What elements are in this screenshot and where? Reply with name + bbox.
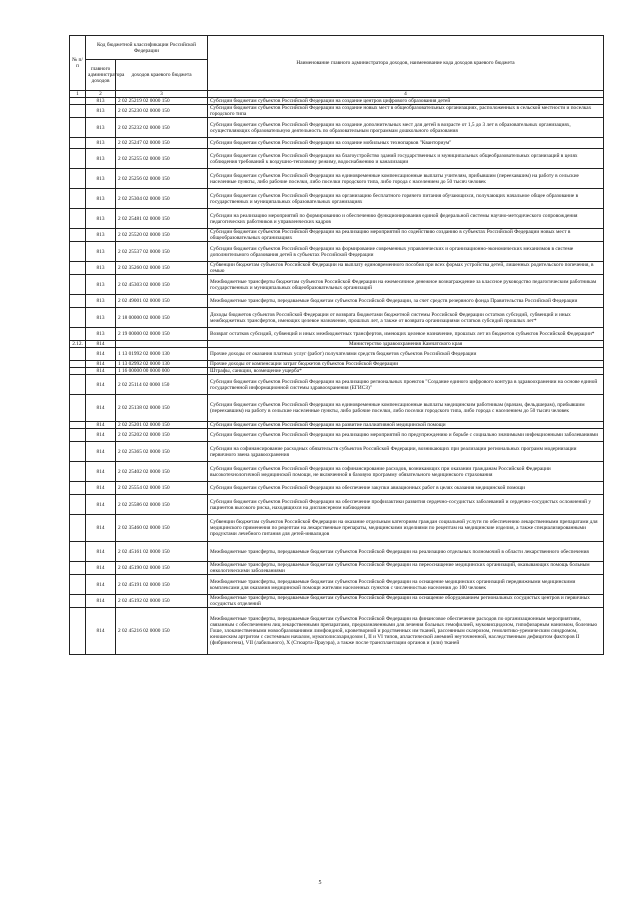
section-row xyxy=(70,341,604,348)
income-code-cell: 1 16 00000 00 0000 000 xyxy=(116,368,208,375)
income-code-cell: 2 02 25256 02 0000 150 xyxy=(116,169,208,189)
admin-code-cell: 814 xyxy=(86,429,116,442)
row-number-cell xyxy=(70,395,86,422)
name-cell: Субвенции бюджетам субъектов Российской Федерации на оказание отдельным категориям граждан социальной услуги по обеспечению лекарственными препаратами для медицинского применения по рецептам на лекарственные препараты, медицинскими изделиями по рецептам на медицинские изделия, а также специализированными продуктами лечебного питания для детей-инвалидов xyxy=(208,515,604,542)
income-code-cell: 2 02 25138 02 0000 150 xyxy=(116,395,208,422)
column-number: 3 xyxy=(116,91,208,98)
header-admin-code: главного администратора доходов xyxy=(86,60,116,91)
table-row xyxy=(70,348,604,361)
row-number-cell xyxy=(70,562,86,575)
admin-code-cell: 814 xyxy=(86,562,116,575)
admin-code-cell: 814 xyxy=(86,422,116,429)
name-cell: Субсидии бюджетам субъектов Российской Федерации на создание новых мест в общеобразовательных организациях, расположенных в сельской местности и поселках городского типа xyxy=(208,105,604,118)
admin-code-cell: 813 xyxy=(86,118,116,138)
admin-code-cell: 813 xyxy=(86,262,116,275)
table-row xyxy=(70,149,604,169)
row-number-cell xyxy=(70,422,86,429)
income-code-cell: 2 02 45216 02 0000 150 xyxy=(116,608,208,655)
name-cell: Субсидии бюджетам субъектов Российской Федерации на единовременные компенсационные выплаты медицинским работникам (врачам, фельдшерам), прибывшим (переехавшим) на работу в сельские населенные пункты, либо рабочие поселки, либо поселки городского типа, либо города с населением до 50 тысяч человек xyxy=(208,395,604,422)
income-code-cell: 2 02 25481 02 0000 150 xyxy=(116,209,208,229)
admin-code-cell: 813 xyxy=(86,169,116,189)
row-number-cell xyxy=(70,482,86,495)
income-code-cell: 2 02 25520 02 0000 150 xyxy=(116,229,208,242)
admin-code-cell: 813 xyxy=(86,209,116,229)
row-number-cell xyxy=(70,98,86,105)
row-number-cell xyxy=(70,361,86,368)
row-number-cell xyxy=(70,229,86,242)
name-cell: Субсидии бюджетам субъектов Российской Федерации на создание мобильных технопарков "Кванториум" xyxy=(208,138,604,149)
name-cell: Субсидии бюджетам субъектов Российской Федерации на обеспечение профилактики развития сердечно-сосудистых заболеваний и сердечно-сосудистых осложнений у пациентов высокого риска, находящихся на диспансерном наблюдении xyxy=(208,495,604,515)
table-row xyxy=(70,542,604,562)
income-code-cell xyxy=(116,341,208,348)
table-row xyxy=(70,368,604,375)
name-cell: Штрафы, санкции, возмещение ущерба* xyxy=(208,368,604,375)
table-row xyxy=(70,138,604,149)
table-row xyxy=(70,429,604,442)
admin-code-cell: 814 xyxy=(86,375,116,395)
income-code-cell: 2 02 25537 02 0000 150 xyxy=(116,242,208,262)
row-number-cell: 2.12. xyxy=(70,341,86,348)
table-header xyxy=(70,36,604,98)
table-row xyxy=(70,295,604,308)
admin-code-cell: 814 xyxy=(86,442,116,462)
admin-code-cell: 813 xyxy=(86,328,116,341)
table-row xyxy=(70,608,604,655)
header-row-number: № п/п xyxy=(70,36,86,91)
header-name: Наименование главного администратора доходов, наименование кода доходов краевого бюджета xyxy=(208,36,604,91)
name-cell: Субсидии бюджетам субъектов Российской Федерации на развитие паллиативной медицинской помощи xyxy=(208,422,604,429)
admin-code-cell: 813 xyxy=(86,105,116,118)
income-code-cell: 2 02 25365 02 0000 150 xyxy=(116,442,208,462)
income-code-cell: 2 02 45303 02 0000 150 xyxy=(116,275,208,295)
admin-code-cell: 814 xyxy=(86,542,116,562)
admin-code-cell: 814 xyxy=(86,361,116,368)
column-number: 2 xyxy=(86,91,116,98)
income-code-cell: 2 02 25554 02 0000 150 xyxy=(116,482,208,495)
income-code-cell: 2 02 25586 02 0000 150 xyxy=(116,495,208,515)
admin-code-cell: 813 xyxy=(86,295,116,308)
table-row xyxy=(70,495,604,515)
income-code-cell: 2 02 25230 02 0000 150 xyxy=(116,105,208,118)
income-code-cell: 2 02 45191 02 0000 150 xyxy=(116,575,208,595)
row-number-cell xyxy=(70,595,86,608)
row-number-cell xyxy=(70,375,86,395)
table-row xyxy=(70,361,604,368)
admin-code-cell: 813 xyxy=(86,149,116,169)
table-row xyxy=(70,308,604,328)
name-cell: Межбюджетные трансферты, передаваемые бюджетам субъектов Российской Федерации на оснащение оборудованием региональных сосудистых центров и первичных сосудистых отделений xyxy=(208,595,604,608)
admin-code-cell: 814 xyxy=(86,482,116,495)
row-number-cell xyxy=(70,105,86,118)
table-row xyxy=(70,98,604,105)
table-row xyxy=(70,242,604,262)
income-code-cell: 2 02 25247 02 0000 150 xyxy=(116,138,208,149)
income-code-cell: 2 02 25219 02 0000 150 xyxy=(116,98,208,105)
admin-code-cell: 814 xyxy=(86,348,116,361)
name-cell: Межбюджетные трансферты, передаваемые бюджетам субъектов Российской Федерации, за счет средств резервного фонда Правительства Российской Федерации xyxy=(208,295,604,308)
name-cell: Межбюджетные трансферты, передаваемые бюджетам субъектов Российской Федерации на переоснащение медицинских организаций, оказывающих помощь больным онкологическими заболеваниями xyxy=(208,562,604,575)
row-number-cell xyxy=(70,308,86,328)
income-code-cell: 2 02 25232 02 0000 150 xyxy=(116,118,208,138)
table-row xyxy=(70,462,604,482)
income-code-cell: 2 02 45192 02 0000 150 xyxy=(116,595,208,608)
name-cell: Возврат остатков субсидий, субвенций и иных межбюджетных трансфертов, имеющих целевое назначение, прошлых лет из бюджетов субъектов Российской Федерации* xyxy=(208,328,604,341)
admin-code-cell: 814 xyxy=(86,395,116,422)
name-cell: Субсидии бюджетам субъектов Российской Федерации на единовременные компенсационные выплаты учителям, прибывшим (переехавшим) на работу в сельские населенные пункты, либо рабочие поселки, либо поселки городского типа, либо города с населением до 50 тысяч человек xyxy=(208,169,604,189)
name-cell: Субсидии бюджетам субъектов Российской Федерации на организацию бесплатного горячего питания обучающихся, получающих начальное общее образование в государственных и муниципальных образовательных организациях xyxy=(208,189,604,209)
table-row xyxy=(70,275,604,295)
income-codes-table xyxy=(69,35,604,655)
admin-code-cell: 813 xyxy=(86,189,116,209)
table-row xyxy=(70,262,604,275)
row-number-cell xyxy=(70,295,86,308)
income-code-cell: 1 13 02992 02 0000 130 xyxy=(116,361,208,368)
table-row xyxy=(70,575,604,595)
table-row xyxy=(70,482,604,495)
income-code-cell: 2 02 35260 02 0000 150 xyxy=(116,262,208,275)
table-row xyxy=(70,189,604,209)
admin-code-cell: 814 xyxy=(86,515,116,542)
admin-code-cell: 813 xyxy=(86,98,116,105)
admin-code-cell: 813 xyxy=(86,242,116,262)
name-cell: Межбюджетные трансферты, передаваемые бюджетам субъектов Российской Федерации на оснащение медицинских организаций передвижными медицинскими комплексами для оказания медицинской помощи жителям населенных пунктов с численностью населения до 100 человек xyxy=(208,575,604,595)
income-code-cell: 1 13 01992 02 0000 130 xyxy=(116,348,208,361)
income-code-cell: 2 18 00000 02 0000 150 xyxy=(116,308,208,328)
name-cell: Субсидии бюджетам субъектов Российской Федерации на благоустройство зданий государственных и муниципальных общеобразовательных организаций в целях соблюдения требований к воздушно-тепловому режиму, водоснабжению и канализации xyxy=(208,149,604,169)
table-row xyxy=(70,169,604,189)
table-row xyxy=(70,118,604,138)
admin-code-cell: 813 xyxy=(86,229,116,242)
admin-code-cell: 814 xyxy=(86,462,116,482)
table-row xyxy=(70,422,604,429)
row-number-cell xyxy=(70,262,86,275)
income-code-cell: 2 02 25402 02 0000 150 xyxy=(116,462,208,482)
row-number-cell xyxy=(70,608,86,655)
table-row xyxy=(70,229,604,242)
row-number-cell xyxy=(70,138,86,149)
row-number-cell xyxy=(70,442,86,462)
income-code-cell: 2 02 25304 02 0000 150 xyxy=(116,189,208,209)
income-code-cell: 2 02 25255 02 0000 150 xyxy=(116,149,208,169)
row-number-cell xyxy=(70,348,86,361)
name-cell: Субсидии бюджетам субъектов Российской Федерации на реализацию мероприятий по предупреждению и борьбе с социально значимыми инфекционными заболеваниями xyxy=(208,429,604,442)
column-number: 1 xyxy=(70,91,86,98)
income-code-cell: 2 02 49001 02 0000 150 xyxy=(116,295,208,308)
header-budget-classification: Код бюджетной классификации Российской Федерации xyxy=(86,36,208,60)
table-body xyxy=(70,98,604,655)
row-number-cell xyxy=(70,118,86,138)
name-cell: Прочие доходы от оказания платных услуг (работ) получателями средств бюджетов субъектов Российской Федерации xyxy=(208,348,604,361)
name-cell: Межбюджетные трансферты, передаваемые бюджетам субъектов Российской Федерации на финансовое обеспечение расходов по организационным мероприятиям, связанным с обеспечением лиц лекарственными препаратами, предназначенными для лечения больных гемофилией, муковисцидозом, гипофизарным нанизмом, болезнью Гоше, злокачественными новообразованиями лимфоидной, кроветворной и родственных им тканей, рассеянным склерозом, гемолитико-уремическим синдромом, юношеским артритом с системным началом, мукополисахаридозом I, II и VI типов, апластической анемией неуточненной, наследственным дефицитом факторов II (фибриногена), VII (лабильного), X (Стюарта-Прауэра), а также после трансплантации органов и (или) тканей xyxy=(208,608,604,655)
income-code-cell: 2 02 25114 02 0000 150 xyxy=(116,375,208,395)
row-number-cell xyxy=(70,429,86,442)
table-row xyxy=(70,375,604,395)
name-cell: Субсидии бюджетам субъектов Российской Федерации на софинансирование расходов, возникающих при оказании гражданам Российской Федерации высокотехнологичной медицинской помощи, не включенной в базовую программу обязательного медицинского страхования xyxy=(208,462,604,482)
income-code-cell: 2 02 45190 02 0000 150 xyxy=(116,562,208,575)
name-cell: Субсидии на софинансирование расходных обязательств субъектов Российской Федерации, возникающих при реализации региональных программ модернизации первичного звена здравоохранения xyxy=(208,442,604,462)
table-row xyxy=(70,395,604,422)
income-code-cell: 2 02 35460 02 0000 150 xyxy=(116,515,208,542)
row-number-cell xyxy=(70,242,86,262)
name-cell: Субсидии бюджетам субъектов Российской Федерации на формирование современных управленческих и организационно-экономических механизмов в системе дополнительного образования детей в субъектах Российской Федерации xyxy=(208,242,604,262)
admin-code-cell: 814 xyxy=(86,368,116,375)
table-row xyxy=(70,105,604,118)
name-cell: Субсидии на реализацию мероприятий по формированию и обеспечению функционирования единой федеральной системы научно-методического сопровождения педагогических работников и управленческих кадров xyxy=(208,209,604,229)
admin-code-cell: 813 xyxy=(86,308,116,328)
row-number-cell xyxy=(70,542,86,562)
name-cell: Прочие доходы от компенсации затрат бюджетов субъектов Российской Федерации xyxy=(208,361,604,368)
name-cell: Министерство здравоохранения Камчатского края xyxy=(208,341,604,348)
admin-code-cell: 814 xyxy=(86,608,116,655)
admin-code-cell: 813 xyxy=(86,138,116,149)
name-cell: Доходы бюджетов субъектов Российской Федерации от возврата бюджетами бюджетной системы Российской Федерации остатков субсидий, субвенций и иных межбюджетных трансфертов, имеющих целевое назначение, прошлых лет, а также от возврата организациями остатков субсидий прошлых лет* xyxy=(208,308,604,328)
row-number-cell xyxy=(70,328,86,341)
table-row xyxy=(70,515,604,542)
name-cell: Межбюджетные трансферты, передаваемые бюджетам субъектов Российской Федерации на реализацию отдельных полномочий в области лекарственного обеспечения xyxy=(208,542,604,562)
name-cell: Субсидии бюджетам субъектов Российской Федерации на обеспечение закупки авиационных работ в целях оказания медицинской помощи xyxy=(208,482,604,495)
income-code-cell: 2 02 45161 02 0000 150 xyxy=(116,542,208,562)
name-cell: Субсидии бюджетам субъектов Российской Федерации на реализацию региональных проектов "Создание единого цифрового контура в здравоохранении на основе единой государственной информационной системы здравоохранения (ЕГИСЗ)" xyxy=(208,375,604,395)
row-number-cell xyxy=(70,149,86,169)
admin-code-cell: 814 xyxy=(86,341,116,348)
header-income-code: доходов краевого бюджета xyxy=(116,60,208,91)
income-code-cell: 2 19 00000 02 0000 150 xyxy=(116,328,208,341)
name-cell: Субвенции бюджетам субъектов Российской Федерации на выплату единовременного пособия при всех формах устройства детей, лишенных родительского попечения, в семью xyxy=(208,262,604,275)
row-number-cell xyxy=(70,209,86,229)
row-number-cell xyxy=(70,495,86,515)
row-number-cell xyxy=(70,189,86,209)
row-number-cell xyxy=(70,575,86,595)
table-row xyxy=(70,442,604,462)
admin-code-cell: 814 xyxy=(86,595,116,608)
table-row xyxy=(70,595,604,608)
table-row xyxy=(70,562,604,575)
page-number: 5 xyxy=(318,880,322,886)
admin-code-cell: 814 xyxy=(86,575,116,595)
row-number-cell xyxy=(70,368,86,375)
row-number-cell xyxy=(70,462,86,482)
income-code-cell: 2 02 25201 02 0000 150 xyxy=(116,422,208,429)
admin-code-cell: 813 xyxy=(86,275,116,295)
row-number-cell xyxy=(70,275,86,295)
column-number: 4 xyxy=(208,91,604,98)
table-row xyxy=(70,209,604,229)
row-number-cell xyxy=(70,169,86,189)
admin-code-cell: 814 xyxy=(86,495,116,515)
row-number-cell xyxy=(70,515,86,542)
income-code-cell: 2 02 25202 02 0000 150 xyxy=(116,429,208,442)
name-cell: Субсидии бюджетам субъектов Российской Федерации на реализацию мероприятий по содействию созданию в субъектах Российской Федерации новых мест в общеобразовательных организациях xyxy=(208,229,604,242)
name-cell: Субсидии бюджетам субъектов Российской Федерации на создание дополнительных мест для детей в возрасте от 1,5 до 3 лет в образовательных организациях, осуществляющих образовательную деятельность по образовательным программам дошкольного образования xyxy=(208,118,604,138)
table-row xyxy=(70,328,604,341)
name-cell: Межбюджетные трансферты бюджетам субъектов Российской Федерации на ежемесячное денежное вознаграждение за классное руководство педагогическим работникам государственных и муниципальных общеобразовательных организаций xyxy=(208,275,604,295)
name-cell: Субсидии бюджетам субъектов Российской Федерации на создание центров цифрового образования детей xyxy=(208,98,604,105)
